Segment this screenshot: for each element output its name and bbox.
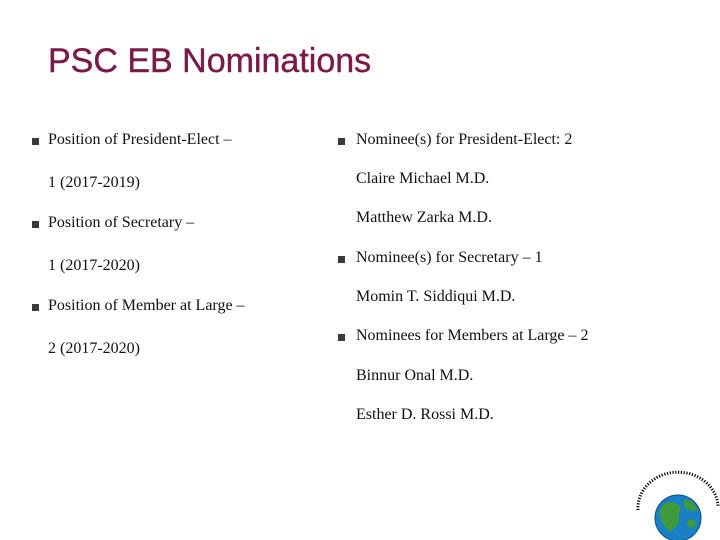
president-elect-term: 1 (2017-2019) [48,174,140,191]
bullet-icon [32,221,39,228]
bullet-icon [338,138,345,145]
secretary-position: Position of Secretary – [48,214,195,231]
bullet-icon [338,256,345,263]
bullet-icon [32,138,39,145]
members-at-large-nominees-heading: Nominees for Members at Large – 2 [356,327,589,344]
member-at-large-position: Position of Member at Large – [48,297,245,314]
president-elect-position: Position of President-Elect – [48,131,232,148]
member-at-large-term: 2 (2017-2020) [48,340,140,357]
nominee-name: Matthew Zarka M.D. [356,209,492,226]
nominee-name: Esther D. Rossi M.D. [356,406,494,423]
slide-title: PSC EB Nominations [48,42,372,80]
globe-logo-icon [630,470,720,540]
bullet-icon [32,304,39,311]
secretary-nominees-heading: Nominee(s) for Secretary – 1 [356,249,543,266]
secretary-term: 1 (2017-2020) [48,257,140,274]
bullet-icon [338,334,345,341]
president-elect-nominees-heading: Nominee(s) for President-Elect: 2 [356,131,573,148]
nominee-name: Momin T. Siddiqui M.D. [356,288,516,305]
nominee-name: Claire Michael M.D. [356,170,490,187]
nominee-name: Binnur Onal M.D. [356,367,474,384]
